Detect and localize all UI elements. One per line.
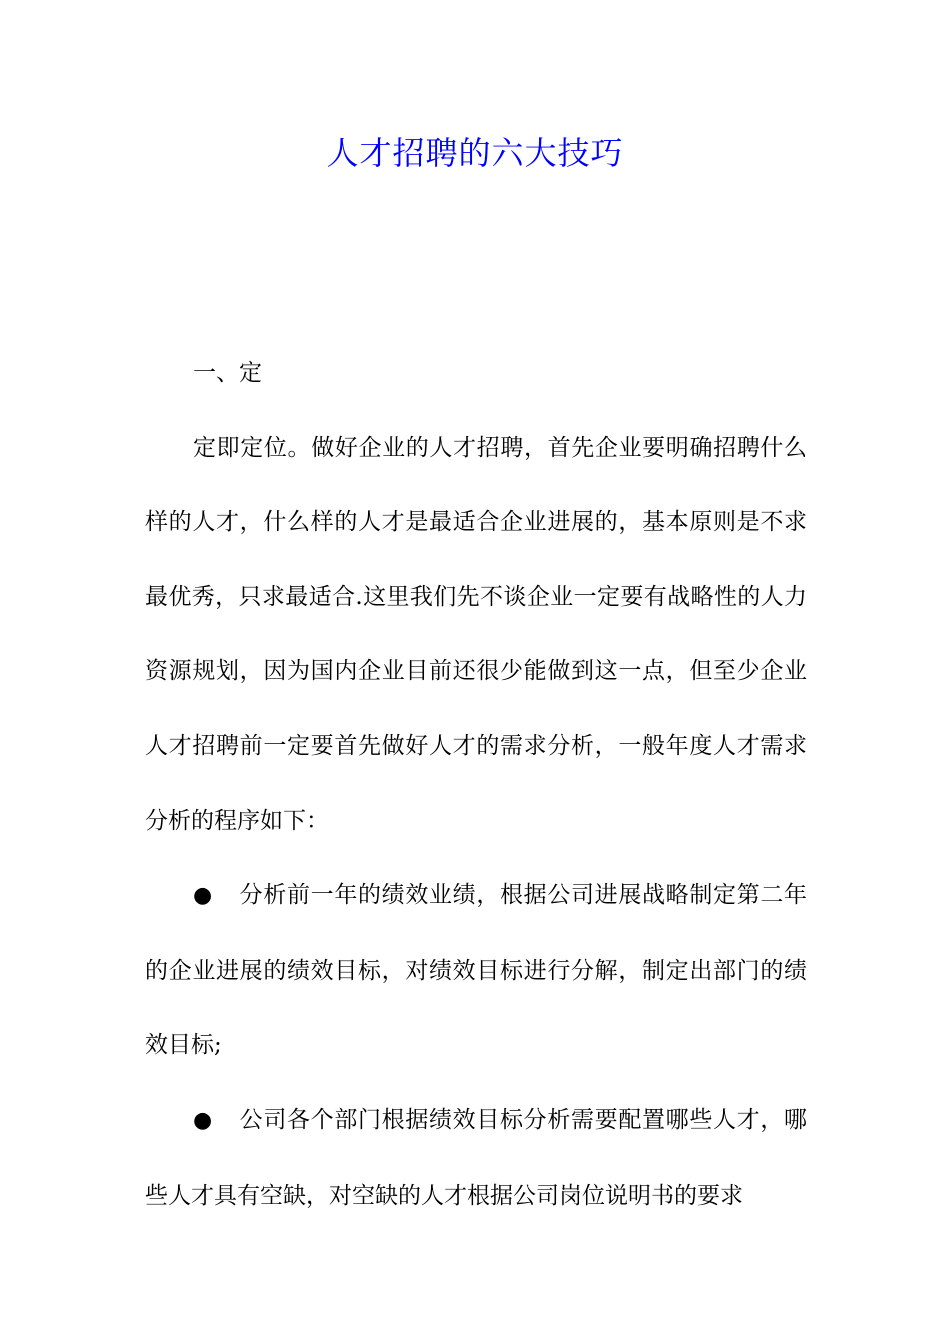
bullet-item-2 [145, 1083, 807, 1233]
document-title: 人才招聘的六大技巧 [326, 134, 624, 172]
bullet-text: 分析前一年的绩效业绩，根据公司进展战略制定第二年的企业进展的绩效目标，对绩效目标进行分解，制定出部门的绩效目标; [145, 882, 807, 1059]
intro-paragraph: 定即定位。做好企业的人才招聘，首先企业要明确招聘什么样的人才，什么样的人才是最适合企业进展的，基本原则是不求最优秀，只求最适合.这里我们先不谈企业一定要有战略性的人力资源规划，因为国内企业目前还很少能做到这一点，但至少企业人才招聘前一定要首先做好人才的需求分析，一般年度人才需求分析的程序如下： [145, 434, 807, 834]
bullet-text: 公司各个部门根据绩效目标分析需要配置哪些人才，哪些人才具有空缺，对空缺的人才根据公司岗位说明书的要求 [145, 1106, 807, 1209]
bullet-item-1 [145, 858, 807, 1083]
bullet-dot-icon: ● [193, 883, 213, 909]
document-body [145, 336, 807, 1233]
section-heading: 一、定 [193, 360, 262, 386]
bullet-dot-icon: ● [193, 1107, 213, 1133]
